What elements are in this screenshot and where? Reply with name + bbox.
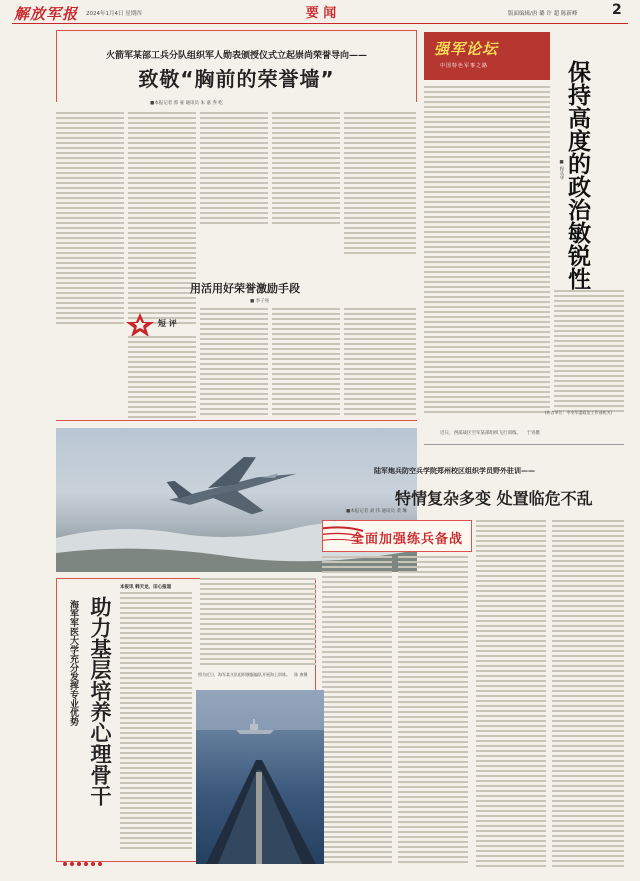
short-comment-body-col1 <box>128 336 196 418</box>
short-comment-body-col3 <box>272 308 340 418</box>
column-banner-title: 强军论坛 <box>434 40 499 58</box>
column-banner-subtitle: 中国特色军事之路 <box>440 63 489 69</box>
academy-story-kicker: 陆军炮兵防空兵学院郑州校区组织学员野外驻训—— <box>374 467 535 475</box>
lead-story-byline: ■本报记者 郭 豪 通讯员 朱 嘉 焘 屹 <box>150 101 223 106</box>
academy-story-headline: 特情复杂多变 处置临危不乱 <box>395 489 593 508</box>
photo-divider <box>424 444 624 445</box>
newspaper-logo: 解放军报 <box>14 5 79 23</box>
photo-caption-credit: 于青摄 <box>526 431 540 436</box>
issue-date: 2024年1月4日 星期四 <box>86 11 142 17</box>
academy-story-body-col0 <box>200 578 316 668</box>
page-number: 2 <box>612 2 622 18</box>
column-body-col1 <box>424 86 550 416</box>
lead-story-body-col4 <box>272 112 340 227</box>
column-banner <box>424 32 550 80</box>
masthead-rule <box>12 23 628 24</box>
lead-story-body-col5 <box>344 112 416 257</box>
ship-caption-credit: 陈 康摄 <box>294 672 308 677</box>
column-body-col2 <box>554 290 624 416</box>
short-comment-star-icon <box>125 312 155 338</box>
navy-story-body <box>120 592 192 854</box>
short-comment-body-col4 <box>344 308 416 418</box>
academy-story-body-col4 <box>552 520 624 870</box>
masthead <box>0 0 640 26</box>
academy-banner <box>322 520 472 552</box>
lead-story-body-col3 <box>200 112 268 227</box>
column-byline: ■ 程从华 <box>559 160 564 180</box>
lead-story-kicker: 火箭军某部工兵分队组织军人勋表颁授仪式立起崇尚荣誉导向—— <box>105 51 367 61</box>
ship-caption-text: 图为近日，海军某支队组织舰艇编队开展海上训练。 <box>198 672 290 677</box>
lead-story-headline: 致敬“胸前的荣誉墙” <box>138 67 335 91</box>
sub-story-byline: ■ 李子亮 <box>250 299 270 304</box>
column-footer: (作者单位：中央军委政治工作部机关) <box>545 410 613 415</box>
short-comment-label: 短 评 <box>158 319 177 328</box>
navy-story-kicker: 海军军医大学充分发挥专业优势 <box>68 600 78 726</box>
navy-story-dots <box>62 852 122 858</box>
fighter-jet <box>165 450 302 526</box>
academy-story-body-col2 <box>398 556 468 870</box>
academy-story-byline: ■本报记者 刘 伟 通讯员 黄 琳 <box>346 509 407 514</box>
navy-story-headline: 助力基层培养心理骨干 <box>88 596 112 806</box>
academy-banner-text: 全面加强练兵备战 <box>351 532 464 547</box>
lead-section-bottom-rule <box>56 420 417 421</box>
academy-story-body-col1 <box>322 556 392 870</box>
navy-story-byline: 本报讯 韩天龙、田心报道 <box>120 585 172 590</box>
section-title: 要 闻 <box>305 6 337 21</box>
short-comment-body-col2 <box>200 308 268 418</box>
sub-story-headline: 用活用好荣誉激励手段 <box>190 282 300 295</box>
photo-caption-text: 近日，西部战区空军某部组织飞行训练。 <box>440 431 521 436</box>
ship-caption <box>198 672 318 677</box>
lead-story-body-col2 <box>128 112 196 327</box>
ship-photo <box>196 690 324 864</box>
lead-story-body-col1 <box>56 112 124 327</box>
photo-caption <box>440 430 620 436</box>
column-headline: 保持高度的政治敏锐性 <box>564 60 590 290</box>
page-editors: 版面编辑/唐 璐 许 超 陈新峰 <box>508 11 578 17</box>
academy-story-body-col3 <box>476 520 546 870</box>
